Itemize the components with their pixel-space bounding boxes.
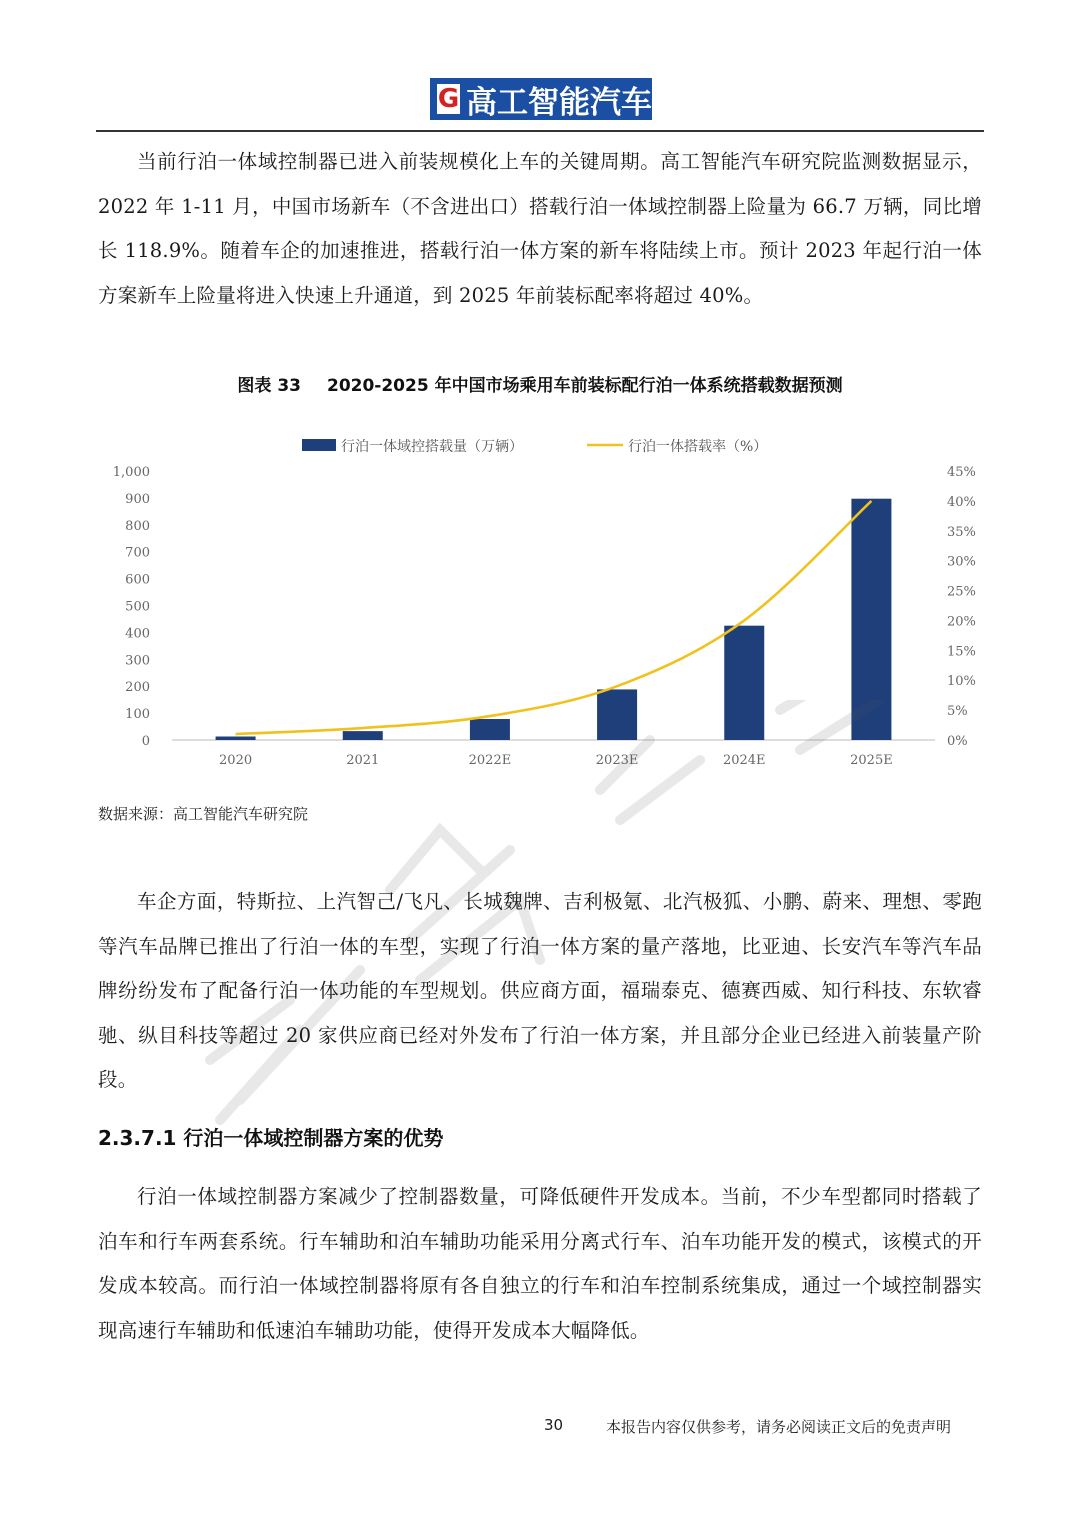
y-right-tick-label: 20%	[947, 614, 976, 630]
x-tick-label: 2025E	[850, 753, 893, 768]
bar-2025E	[851, 499, 891, 740]
section-heading: 2.3.7.1 行泊一体域控制器方案的优势	[98, 1126, 444, 1150]
y-right-tick-label: 45%	[947, 465, 976, 480]
page-number: 30	[544, 1416, 564, 1434]
rate-line	[236, 501, 872, 734]
y-left-tick-label: 900	[125, 491, 150, 507]
y-right-tick-label: 0%	[947, 734, 968, 749]
y-right-tick-label: 30%	[947, 554, 976, 570]
x-tick-label: 2020	[219, 753, 253, 768]
header-divider	[96, 130, 984, 132]
x-tick-label: 2024E	[722, 753, 766, 768]
figure-number: 图表 33	[237, 376, 301, 396]
legend-line-label: 行泊一体搭载率（%）	[628, 439, 768, 455]
legend-bar-swatch	[302, 439, 336, 451]
bar-2024E	[724, 626, 764, 740]
y-right-tick-label: 25%	[947, 584, 976, 600]
y-right-tick-label: 35%	[947, 524, 976, 540]
x-tick-label: 2021	[346, 753, 380, 768]
bar-2023E	[597, 689, 637, 740]
y-left-tick-label: 400	[125, 626, 150, 642]
x-tick-label: 2022E	[468, 753, 512, 768]
legend-bar-label: 行泊一体域控搭载量（万辆）	[341, 439, 523, 455]
brand-logo	[430, 78, 652, 120]
logo-text: 高工智能汽车	[466, 84, 652, 121]
y-left-tick-label: 600	[125, 572, 150, 588]
y-left-tick-label: 200	[125, 680, 150, 696]
bar-2022E	[470, 719, 510, 740]
paragraph-advantages: 行泊一体域控制器方案减少了控制器数量，可降低硬件开发成本。当前，不少车型都同时搭载了泊车和行车两套系统。行车辅助和泊车辅助功能采用分离式行车、泊车功能开发的模式，该模式的开发成本较高。而行泊一体域控制器将原有各自独立的行车和泊车控制系统集成，通过一个域控制器实现高速行车辅助和低速泊车辅助功能，使得开发成本大幅降低。	[98, 1185, 982, 1342]
bar-2020	[216, 737, 256, 740]
paragraph-market-status: 当前行泊一体域控制器已进入前装规模化上车的关键周期。高工智能汽车研究院监测数据显示，2022 年 1-11 月，中国市场新车（不含进出口）搭载行泊一体域控制器上险量为 66.7 万辆，同比增长 118.9%。随着车企的加速推进，搭载行泊一体方案的新车将陆续上市。预计 2023 年起行泊一体方案新车上险量将进入快速上升通道，到 2025 年前装标配率将超过 40%。	[98, 150, 982, 307]
y-left-tick-label: 0	[141, 734, 150, 749]
y-left-tick-label: 100	[125, 707, 150, 723]
y-right-tick-label: 15%	[947, 644, 976, 660]
y-left-tick-label: 300	[125, 653, 150, 669]
figure-title	[0, 371, 1080, 396]
x-tick-label: 2023E	[595, 753, 639, 768]
paragraph-automakers: 车企方面，特斯拉、上汽智己/飞凡、长城魏牌、吉利极氪、北汽极狐、小鹏、蔚来、理想、零跑等汽车品牌已推出了行泊一体的车型，实现了行泊一体方案的量产落地，比亚迪、长安汽车等汽车品牌纷纷发布了配备行泊一体功能的车型规划。供应商方面，福瑞泰克、德赛西威、知行科技、东软睿驰、纵目科技等超过 20 家供应商已经对外发布了行泊一体方案，并且部分企业已经进入前装量产阶段。	[98, 890, 982, 1091]
disclaimer: 本报告内容仅供参考，请务必阅读正文后的免责声明	[606, 1418, 952, 1436]
y-left-tick-label: 700	[125, 545, 150, 561]
data-source: 数据来源：高工智能汽车研究院	[98, 805, 309, 823]
y-left-tick-label: 1,000	[112, 465, 150, 480]
y-left-tick-label: 500	[125, 599, 150, 615]
y-right-tick-label: 5%	[947, 704, 968, 720]
y-right-tick-label: 40%	[947, 494, 976, 510]
logo-g-icon: G	[437, 84, 460, 114]
y-right-tick-label: 10%	[947, 674, 976, 690]
y-left-tick-label: 800	[125, 518, 150, 534]
figure-caption: 2020-2025 年中国市场乘用车前装标配行泊一体系统搭载数据预测	[326, 376, 843, 396]
forecast-chart	[90, 425, 1000, 785]
page-header	[0, 0, 1080, 135]
bar-2021	[343, 731, 383, 740]
